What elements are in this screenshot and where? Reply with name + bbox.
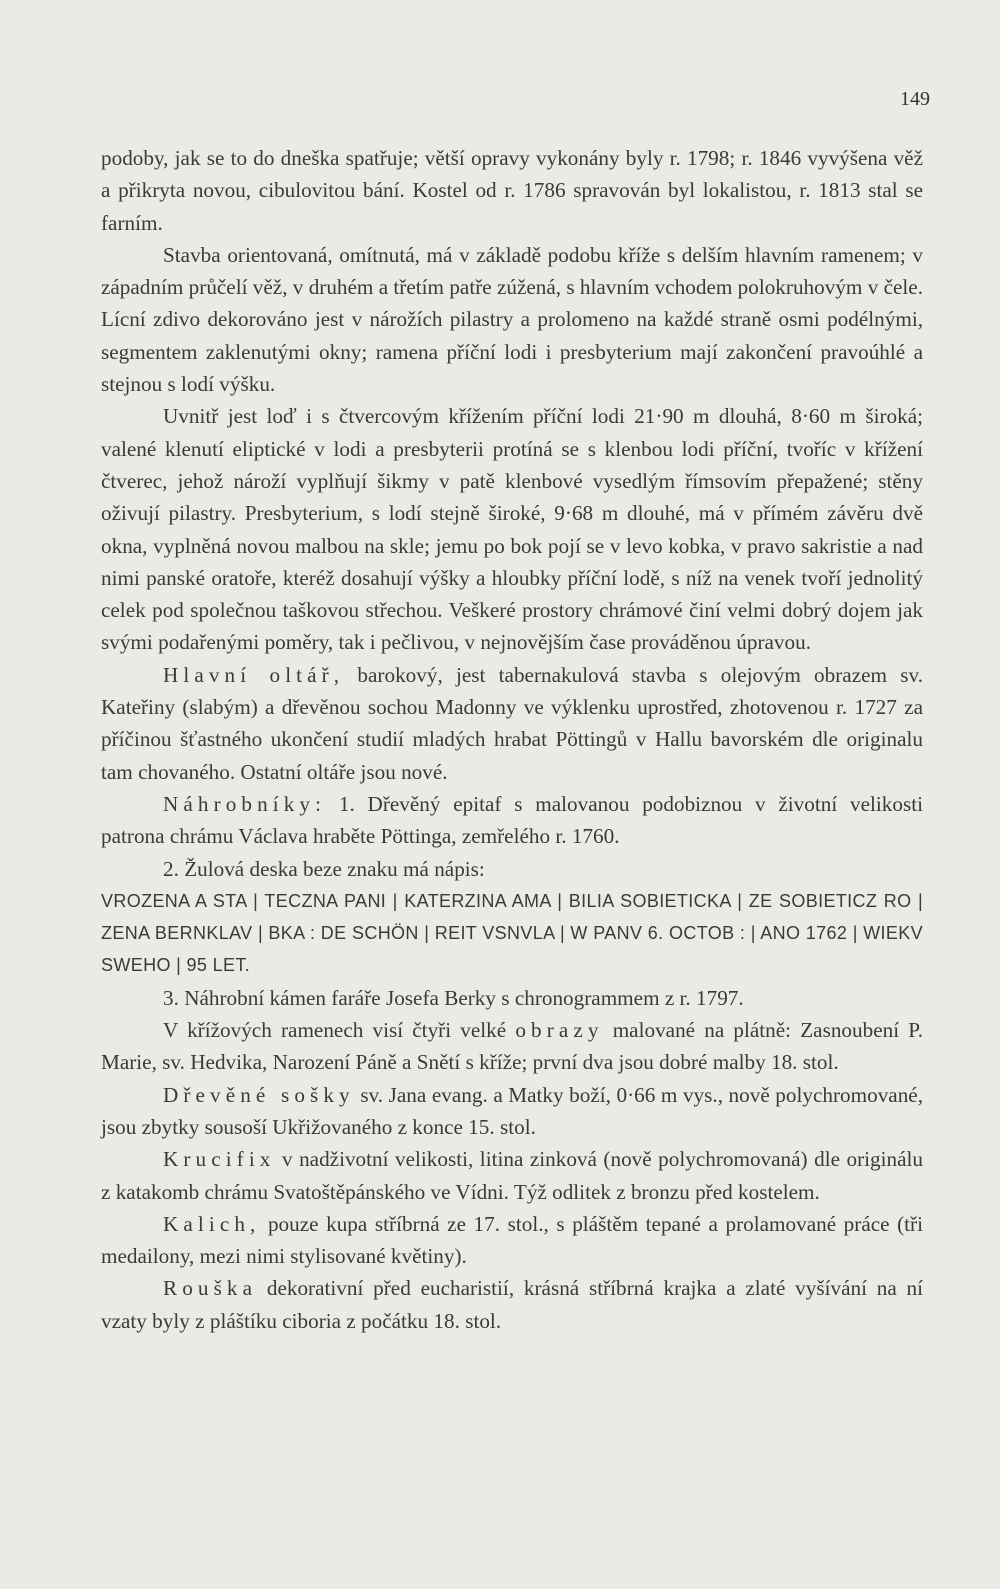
paragraph-text: 1. Dřevěný epitaf s malovanou podobiznou v životní velikosti patrona chrámu Václava hraběte Pöttinga, zemřelého r. 1760.	[101, 791, 923, 849]
inscription-text: VROZENA A STA | TECZNA PANI | KATERZINA AMA | BILIA SOBIETICKA | ZE SOBIETICZ RO | ZENA BERNKLAV | BKA : DE SCHÖN | REIT VSNVLA | W PANV 6. OCTOB : | ANO 1762 | WIEKV SWEHO | 95 LET.	[101, 890, 923, 976]
paragraph	[101, 1014, 923, 1079]
paragraph	[101, 1208, 923, 1273]
spaced-heading: Dřevěné sošky	[163, 1082, 355, 1107]
paragraph	[101, 788, 923, 853]
paragraph	[101, 400, 923, 658]
paragraph-text: podoby, jak se to do dneška spatřuje; větší opravy vykonány byly r. 1798; r. 1846 vyvýšena věž a přikryta novou, cibulovitou bání. Kostel od r. 1786 spravován byl lokalistou, r. 1813 stal se farním.	[101, 146, 923, 235]
paragraph-text: sv. Jana evang. a Matky boží, 0·66 m vys., nově polychromované, jsou zbytky sousoší Ukřižovaného z konce 15. stol.	[101, 1082, 923, 1139]
paragraph-text: V křížových ramenech visí čtyři velké	[163, 1018, 516, 1043]
paragraph-text: Stavba orientovaná, omítnutá, má v základě podobu kříže s delším hlavním ramenem; v západním průčelí věž, v druhém a třetím patře zúžená, s hlavním vchodem polokruhovým v čele. Lícní zdivo dekorováno jest v nárožích pilastry a prolomeno na každé straně osmi podélnými, segmentem zaklenutými okny; ramena příční lodi i presbyterium mají zakončení pravoúhlé a stejnou s lodí výšku.	[101, 242, 923, 397]
paragraph	[101, 1272, 923, 1337]
inscription	[101, 885, 923, 982]
paragraph-text: 2. Žulová deska beze znaku má nápis:	[163, 856, 485, 881]
body-text	[101, 142, 923, 1337]
spaced-heading: Rouška	[163, 1276, 258, 1301]
paragraph	[101, 853, 923, 885]
paragraph-text: 3. Náhrobní kámen faráře Josefa Berky s chronogrammem z r. 1797.	[163, 985, 744, 1010]
paragraph	[101, 659, 923, 788]
paragraph	[101, 982, 923, 1014]
paragraph-text: Uvnitř jest loď i s čtvercovým křížením příční lodi 21·90 m dlouhá, 8·60 m široká; valené klenutí eliptické v lodi a presbyterii protíná se s klenbou lodi příční, tvoříc v křížení čtverec, jehož nároží vyplňují šikmy v patě klenbové vysedlým římsovím přepažené; stěny oživují pilastry. Presbyterium, s lodí stejně široké, 9·68 m dlouhé, má v přímém závěru dvě okna, vyplněná novou malbou na skle; jemu po bok pojí se v levo kobka, v pravo sakristie a nad nimi panské oratoře, kteréž dosahují výšky a hloubky příční lodě, s níž na venek tvoří jednolitý celek pod společnou taškovou střechou. Veškeré prostory chrámové činí velmi dobrý dojem jak svými podařenými poměry, tak i pečlivou, v nejnovějším čase prováděnou úpravou.	[101, 404, 923, 655]
spaced-heading: Náhrobníky:	[163, 791, 327, 816]
paragraph	[101, 239, 923, 400]
paragraph	[101, 1143, 923, 1208]
page-number: 149	[900, 88, 930, 110]
spaced-heading: Krucifix	[163, 1147, 276, 1172]
paragraph-text: v nadživotní velikosti, litina zinková (nově polychromovaná) dle originálu z katakomb chrámu Svatoštěpánského ve Vídni. Týž odlitek z bronzu před kostelem.	[101, 1147, 923, 1204]
spaced-heading: obrazy	[515, 1018, 604, 1043]
spaced-heading: Kalich,	[163, 1211, 261, 1236]
paragraph-text: barokový, jest tabernakulová stavba s olejovým obrazem sv. Kateřiny (slabým) a dřevěnou sochou Madonny ve výklenku uprostřed, zhotovenou r. 1727 za příčinou šťastného ukončení studií mladých hrabat Pöttingů v Hallu bavorském dle originalu tam chovaného. Ostatní oltáře jsou nové.	[101, 662, 923, 784]
paragraph	[101, 1079, 923, 1144]
paragraph-text: dekorativní před eucharistií, krásná stříbrná krajka a zlaté vyšívání na ní vzaty byly z pláštíku ciboria z počátku 18. stol.	[101, 1276, 923, 1333]
paragraph-text: pouze kupa stříbrná ze 17. stol., s pláštěm tepané a prolamované práce (tři medailony, mezi nimi stylisované květiny).	[101, 1211, 923, 1269]
spaced-heading: Hlavní oltář,	[163, 662, 345, 687]
paragraph	[101, 142, 923, 239]
paragraph-text: malované na plátně: Zasnoubení P. Marie, sv. Hedvika, Narození Páně a Snětí s kříže; první dva jsou dobré malby 18. stol.	[101, 1018, 923, 1075]
